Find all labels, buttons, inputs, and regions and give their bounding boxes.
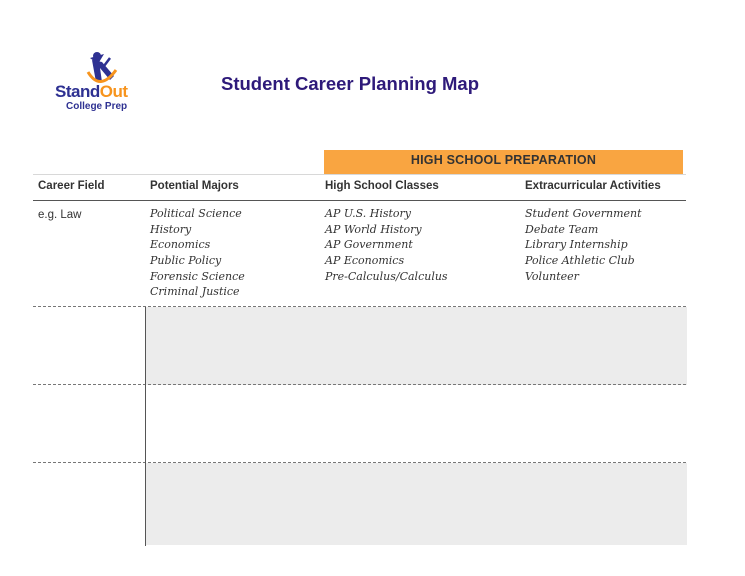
row-divider [33,462,686,463]
page-title: Student Career Planning Map [221,73,480,94]
example-career-field: e.g. Law [38,209,82,221]
list-item: Volunteer [525,269,579,283]
column-header-potential-majors: Potential Majors [150,180,239,192]
list-item: Police Athletic Club [525,254,635,268]
example-majors-list [150,206,245,300]
list-item: Economics [150,238,211,252]
row-divider [33,306,686,307]
example-activities-list [525,206,642,284]
column-header-high-school-classes: High School Classes [325,180,439,192]
high-school-preparation-banner: HIGH SCHOOL PREPARATION [324,150,683,174]
list-item: Debate Team [525,222,599,236]
row-divider [33,384,686,385]
list-item: AP Economics [325,254,405,268]
list-item: AP Government [325,238,413,252]
example-classes-list [325,206,448,284]
logo-stand-text: Stand [55,82,100,101]
column-header-extracurricular: Extracurricular Activities [525,180,661,192]
list-item: Forensic Science [150,269,245,283]
logo-subtitle: College Prep [66,101,128,112]
list-item: Pre-Calculus/Calculus [325,269,448,283]
column-header-career-field: Career Field [38,180,105,192]
list-item: Public Policy [150,254,222,268]
list-item: Political Science [150,207,242,220]
list-item: Student Government [525,207,642,220]
list-item: History [150,222,192,236]
list-item: Library Internship [525,238,628,252]
list-item: AP U.S. History [325,207,412,220]
logo-out-text: Out [99,82,128,101]
list-item: Criminal Justice [150,285,240,299]
blank-row-1-fill [146,307,687,385]
logo-wordmark [55,83,128,112]
column-divider [145,307,146,546]
header-top-rule [33,174,686,175]
blank-row-3-fill [146,463,687,545]
header-bottom-rule [33,200,686,201]
list-item: AP World History [325,222,422,236]
